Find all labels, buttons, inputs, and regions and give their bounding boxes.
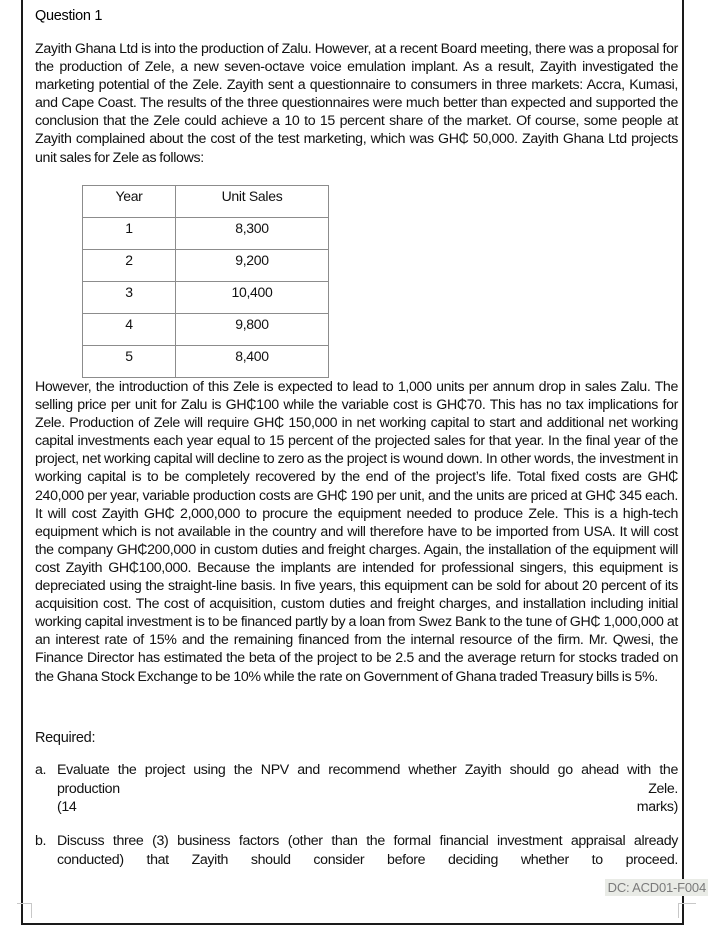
- table-row: [83, 282, 329, 314]
- item-body: [57, 832, 678, 869]
- marks-label: (14 marks): [57, 799, 678, 815]
- item-text-line: production Zele.: [57, 780, 678, 797]
- question-title: Question 1: [35, 8, 103, 24]
- cell-year: 3: [83, 282, 176, 314]
- details-paragraph: However, the introduction of this Zele is expected to lead to 1,000 units per annum drop in sales Zalu. The selling price per unit for Zalu is GH₵100 while the variable cost is GH₵70. This has no tax implications for Zele. Production of Zele will require GH₵ 150,000 in net working capital to start and additional net working capital investments each year equal to 15 percent of the projected sales for that year. In the final year of the project, net working capital will decline to zero as the project is wound down. In other words, the investment in working capital is to be completely recovered by the end of the project’s life. Total fixed costs are GH₵ 240,000 per year, variable production costs are GH₵ 190 per unit, and the units are priced at GH₵ 345 each. It will cost Zayith GH₵ 2,000,000 to procure the equipment needed to produce Zele. This is a high-tech equipment which is not available in the country and will therefore have to be imported from USA. It will cost the company GH₵200,000 in custom duties and freight charges. Again, the installation of the equipment will cost Zayith GH₵100,000. Because the implants are intended for professional singers, this equipment is depreciated using the straight-line basis. In five years, this equipment can be sold for about 20 percent of its acquisition cost. The cost of acquisition, custom duties and freight charges, and installation including initial working capital investment is to be financed partly by a loan from Swez Bank to the tune of GH₵ 1,000,000 at an interest rate of 15% and the remaining financed from the internal resource of the firm. Mr. Qwesi, the Finance Director has estimated the beta of the project to be 2.5 and the average return for stocks traded on the Ghana Stock Exchange to be 10% while the rate on Government of Ghana traded Treasury bills is 5%.: [35, 379, 678, 685]
- table-row: [83, 346, 329, 378]
- cell-unit-sales: 8,300: [176, 218, 329, 250]
- cell-year: 5: [83, 346, 176, 378]
- page-corner-mark-left: [17, 903, 32, 918]
- table-row: [83, 314, 329, 346]
- cell-year: 4: [83, 314, 176, 346]
- cell-unit-sales: 8,400: [176, 346, 329, 378]
- table-row: [83, 218, 329, 250]
- page-corner-mark-right: [678, 903, 696, 918]
- table-header-row: [83, 186, 329, 218]
- cell-unit-sales: 10,400: [176, 282, 329, 314]
- required-heading: Required:: [35, 730, 96, 746]
- table-row: [83, 250, 329, 282]
- item-body: [57, 761, 678, 817]
- unit-sales-table: [82, 185, 329, 378]
- item-text-line: Evaluate the project using the NPV and recommend whether Zayith should go ahead with the: [57, 762, 678, 778]
- cell-unit-sales: 9,200: [176, 250, 329, 282]
- document-code-label: DC: ACD01-F004: [605, 879, 708, 896]
- cell-unit-sales: 9,800: [176, 314, 329, 346]
- item-text-line: conducted) that Zayith should consider before deciding whether to proceed.: [57, 851, 678, 868]
- cell-year: 1: [83, 218, 176, 250]
- column-header-unit-sales: Unit Sales: [176, 186, 329, 218]
- item-text-line: Discuss three (3) business factors (other than the formal financial investment appraisal already: [57, 833, 678, 849]
- item-marker: b.: [35, 833, 47, 849]
- cell-year: 2: [83, 250, 176, 282]
- item-marker: a.: [35, 762, 47, 778]
- intro-paragraph: Zayith Ghana Ltd is into the production of Zalu. However, at a recent Board meeting, there was a proposal for the production of Zele, a new seven-octave voice emulation implant. As a result, Zayith investigated the marketing potential of the Zele. Zayith sent a questionnaire to consumers in three markets: Accra, Kumasi, and Cape Coast. The results of the three questionnaires were much better than expected and supported the conclusion that the Zele could achieve a 10 to 15 percent share of the market. Of course, some people at Zayith complained about the cost of the test marketing, which was GH₵ 50,000. Zayith Ghana Ltd projects unit sales for Zele as follows:: [35, 41, 678, 166]
- column-header-year: Year: [83, 186, 176, 218]
